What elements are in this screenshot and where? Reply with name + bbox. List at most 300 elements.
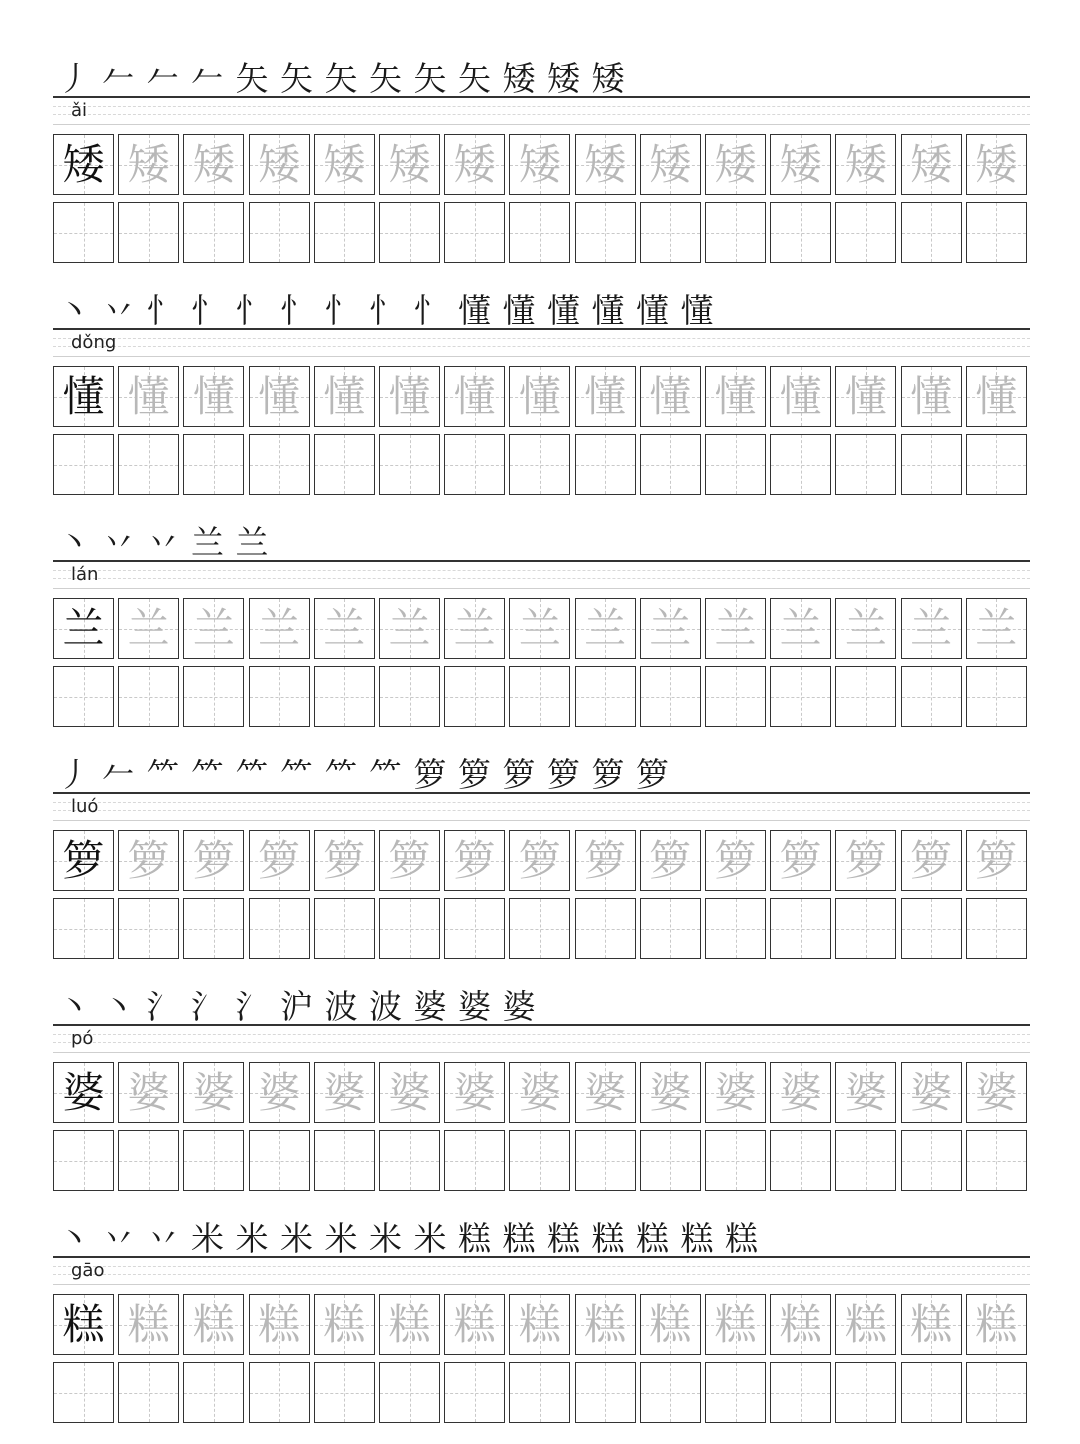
trace-cell — [118, 366, 179, 427]
pinyin-label: luó — [71, 796, 99, 817]
model-character: 婆 — [62, 1068, 105, 1117]
trace-character: 婆 — [779, 1068, 822, 1117]
trace-cell — [118, 134, 179, 195]
trace-cell — [705, 598, 766, 659]
model-cell — [53, 134, 114, 195]
trace-cell — [901, 598, 962, 659]
trace-cell — [770, 134, 831, 195]
writing-cell[interactable] — [183, 1130, 244, 1191]
trace-cell — [770, 1294, 831, 1355]
blank-row — [53, 1362, 1030, 1425]
trace-cell — [640, 1294, 701, 1355]
trace-character: 兰 — [584, 604, 627, 653]
trace-row — [53, 598, 1030, 661]
writing-cell[interactable] — [770, 1130, 831, 1191]
trace-character: 懂 — [192, 372, 235, 421]
writing-cell[interactable] — [379, 434, 440, 495]
trace-cell — [249, 598, 310, 659]
stroke-glyph: 𠂉 — [102, 59, 135, 98]
stroke-glyph: 箩 — [547, 755, 580, 794]
writing-cell[interactable] — [575, 202, 636, 263]
trace-character: 糕 — [649, 1300, 692, 1349]
pinyin-band — [53, 560, 1030, 589]
model-cell — [53, 598, 114, 659]
stroke-glyph: 忄 — [235, 291, 269, 330]
trace-cell — [770, 830, 831, 891]
trace-character: 矮 — [258, 140, 301, 189]
trace-cell — [509, 134, 570, 195]
trace-cell — [379, 598, 440, 659]
writing-cell[interactable] — [314, 202, 375, 263]
writing-cell[interactable] — [183, 1362, 244, 1423]
stroke-glyph: ⺮ — [280, 755, 313, 794]
trace-character: 箩 — [192, 836, 235, 885]
stroke-glyph: 氵 — [146, 987, 180, 1026]
stroke-glyph: 忄 — [324, 291, 358, 330]
trace-character: 婆 — [127, 1068, 170, 1117]
character-block — [0, 52, 1080, 284]
stroke-glyph: 兰 — [191, 523, 224, 562]
trace-cell — [640, 598, 701, 659]
writing-cell[interactable] — [53, 1362, 114, 1423]
trace-character: 婆 — [649, 1068, 692, 1117]
pinyin-label: pó — [71, 1028, 94, 1049]
stroke-glyph: 婆 — [413, 987, 447, 1026]
stroke-glyph: 忄 — [191, 291, 224, 330]
trace-cell — [509, 366, 570, 427]
stroke-glyph: 氵 — [191, 987, 224, 1026]
writing-cell[interactable] — [53, 666, 114, 727]
writing-cell[interactable] — [509, 1130, 570, 1191]
trace-cell — [770, 366, 831, 427]
stroke-glyph: 丶 — [57, 1219, 91, 1258]
writing-cell[interactable] — [379, 1362, 440, 1423]
writing-cell[interactable] — [770, 434, 831, 495]
model-cell — [53, 366, 114, 427]
writing-cell[interactable] — [966, 1362, 1027, 1423]
writing-cell[interactable] — [444, 898, 505, 959]
stroke-glyph: 米 — [324, 1219, 358, 1258]
writing-cell[interactable] — [183, 666, 244, 727]
trace-character: 兰 — [127, 604, 170, 653]
trace-character: 糕 — [453, 1300, 496, 1349]
stroke-glyph: 兰 — [235, 523, 269, 562]
writing-cell[interactable] — [249, 898, 310, 959]
trace-cell — [183, 366, 244, 427]
writing-cell[interactable] — [705, 666, 766, 727]
writing-cell[interactable] — [379, 1130, 440, 1191]
trace-character: 兰 — [844, 604, 887, 653]
writing-cell[interactable] — [835, 202, 896, 263]
stroke-glyph: 丶 — [57, 987, 91, 1026]
stroke-glyph: 矢 — [458, 59, 491, 98]
trace-character: 糕 — [258, 1300, 301, 1349]
writing-cell[interactable] — [705, 1362, 766, 1423]
writing-cell[interactable] — [770, 202, 831, 263]
writing-cell[interactable] — [509, 202, 570, 263]
writing-cell[interactable] — [53, 1130, 114, 1191]
stroke-glyph: 丷 — [102, 1219, 135, 1258]
stroke-glyph: 忄 — [369, 291, 402, 330]
stroke-glyph: 米 — [369, 1219, 402, 1258]
trace-character: 婆 — [453, 1068, 496, 1117]
trace-cell — [118, 830, 179, 891]
trace-character: 矮 — [518, 140, 561, 189]
trace-character: 婆 — [323, 1068, 366, 1117]
trace-cell — [183, 830, 244, 891]
stroke-glyph: 懂 — [547, 291, 580, 330]
trace-character: 矮 — [584, 140, 627, 189]
pinyin-band — [53, 1256, 1030, 1285]
trace-character: 婆 — [844, 1068, 887, 1117]
stroke-glyph: 婆 — [458, 987, 491, 1026]
writing-cell[interactable] — [509, 898, 570, 959]
trace-cell — [640, 134, 701, 195]
stroke-glyph: 矢 — [324, 59, 358, 98]
trace-cell — [966, 134, 1027, 195]
trace-cell — [640, 366, 701, 427]
writing-cell[interactable] — [53, 434, 114, 495]
writing-cell[interactable] — [901, 666, 962, 727]
writing-cell[interactable] — [118, 202, 179, 263]
trace-character: 箩 — [649, 836, 692, 885]
trace-cell — [966, 598, 1027, 659]
stroke-glyph: 懂 — [458, 291, 491, 330]
writing-cell[interactable] — [183, 898, 244, 959]
writing-cell[interactable] — [509, 1362, 570, 1423]
trace-cell — [640, 1062, 701, 1123]
pinyin-label: dǒng — [71, 332, 117, 353]
model-character: 兰 — [62, 604, 105, 653]
writing-cell[interactable] — [118, 1130, 179, 1191]
trace-character: 兰 — [388, 604, 431, 653]
trace-cell — [444, 134, 505, 195]
writing-cell[interactable] — [705, 898, 766, 959]
writing-cell[interactable] — [770, 666, 831, 727]
writing-cell[interactable] — [379, 202, 440, 263]
trace-cell — [249, 830, 310, 891]
model-cell — [53, 1294, 114, 1355]
writing-cell[interactable] — [249, 202, 310, 263]
writing-cell[interactable] — [444, 1130, 505, 1191]
writing-cell[interactable] — [118, 666, 179, 727]
writing-cell[interactable] — [444, 666, 505, 727]
trace-character: 兰 — [192, 604, 235, 653]
writing-cell[interactable] — [705, 202, 766, 263]
writing-cell[interactable] — [575, 434, 636, 495]
stroke-glyph: 丶 — [57, 291, 91, 330]
character-block — [0, 1212, 1080, 1444]
trace-cell — [444, 1062, 505, 1123]
trace-cell — [118, 1062, 179, 1123]
stroke-glyph: ⺮ — [235, 755, 269, 794]
trace-character: 懂 — [844, 372, 887, 421]
pinyin-band — [53, 96, 1030, 125]
trace-character: 箩 — [453, 836, 496, 885]
trace-character: 婆 — [388, 1068, 431, 1117]
trace-row — [53, 134, 1030, 197]
writing-cell[interactable] — [379, 898, 440, 959]
writing-cell[interactable] — [966, 898, 1027, 959]
trace-cell — [118, 1294, 179, 1355]
trace-character: 兰 — [779, 604, 822, 653]
writing-cell[interactable] — [835, 898, 896, 959]
trace-cell — [770, 598, 831, 659]
stroke-glyph: ⺮ — [146, 755, 180, 794]
trace-character: 婆 — [584, 1068, 627, 1117]
character-block — [0, 980, 1080, 1212]
trace-character: 懂 — [584, 372, 627, 421]
trace-cell — [575, 366, 636, 427]
stroke-glyph: 糕 — [680, 1219, 714, 1258]
stroke-glyph: 矮 — [502, 59, 536, 98]
trace-character: 婆 — [975, 1068, 1018, 1117]
stroke-glyph: 丷 — [146, 1219, 180, 1258]
stroke-glyph: 米 — [191, 1219, 224, 1258]
trace-character: 糕 — [323, 1300, 366, 1349]
stroke-glyph: 丷 — [102, 291, 135, 330]
trace-character: 懂 — [910, 372, 953, 421]
writing-cell[interactable] — [901, 898, 962, 959]
trace-cell — [379, 134, 440, 195]
trace-cell — [575, 134, 636, 195]
trace-cell — [118, 598, 179, 659]
stroke-glyph: 箩 — [591, 755, 625, 794]
writing-cell[interactable] — [901, 1362, 962, 1423]
trace-character: 箩 — [518, 836, 561, 885]
trace-character: 矮 — [779, 140, 822, 189]
writing-cell[interactable] — [835, 1362, 896, 1423]
trace-cell — [314, 1294, 375, 1355]
trace-cell — [705, 366, 766, 427]
trace-cell — [705, 830, 766, 891]
trace-cell — [444, 598, 505, 659]
trace-character: 婆 — [518, 1068, 561, 1117]
blank-row — [53, 898, 1030, 961]
trace-cell — [509, 1062, 570, 1123]
trace-row — [53, 366, 1030, 429]
stroke-glyph: 懂 — [591, 291, 625, 330]
stroke-glyph: ⺮ — [191, 755, 224, 794]
trace-cell — [509, 598, 570, 659]
trace-cell — [901, 1062, 962, 1123]
trace-character: 懂 — [258, 372, 301, 421]
blank-row — [53, 666, 1030, 729]
writing-cell[interactable] — [575, 898, 636, 959]
trace-character: 箩 — [910, 836, 953, 885]
stroke-glyph: 忄 — [413, 291, 447, 330]
trace-character: 糕 — [192, 1300, 235, 1349]
trace-cell — [444, 1294, 505, 1355]
trace-character: 矮 — [844, 140, 887, 189]
writing-cell[interactable] — [966, 666, 1027, 727]
trace-cell — [314, 1062, 375, 1123]
model-character: 糕 — [62, 1300, 105, 1349]
writing-cell[interactable] — [640, 202, 701, 263]
trace-cell — [249, 366, 310, 427]
trace-character: 婆 — [714, 1068, 757, 1117]
trace-cell — [575, 1294, 636, 1355]
trace-cell — [314, 830, 375, 891]
writing-cell[interactable] — [770, 1362, 831, 1423]
stroke-glyph: 米 — [413, 1219, 447, 1258]
model-character: 箩 — [62, 836, 105, 885]
trace-character: 兰 — [453, 604, 496, 653]
stroke-glyph: 丶 — [57, 523, 91, 562]
character-block — [0, 516, 1080, 748]
trace-character: 糕 — [910, 1300, 953, 1349]
writing-cell[interactable] — [901, 1130, 962, 1191]
trace-cell — [901, 1294, 962, 1355]
writing-cell[interactable] — [835, 666, 896, 727]
writing-cell[interactable] — [705, 434, 766, 495]
model-cell — [53, 830, 114, 891]
trace-character: 兰 — [975, 604, 1018, 653]
writing-cell[interactable] — [901, 202, 962, 263]
trace-character: 懂 — [714, 372, 757, 421]
trace-cell — [314, 366, 375, 427]
trace-character: 糕 — [714, 1300, 757, 1349]
trace-cell — [901, 366, 962, 427]
writing-cell[interactable] — [118, 1362, 179, 1423]
writing-cell[interactable] — [640, 434, 701, 495]
trace-character: 箩 — [258, 836, 301, 885]
stroke-glyph: 糕 — [547, 1219, 580, 1258]
writing-cell[interactable] — [901, 434, 962, 495]
writing-cell[interactable] — [835, 1130, 896, 1191]
stroke-glyph: 矢 — [413, 59, 447, 98]
trace-character: 懂 — [779, 372, 822, 421]
stroke-glyph: 丷 — [146, 523, 180, 562]
stroke-glyph: 矢 — [235, 59, 269, 98]
trace-character: 懂 — [649, 372, 692, 421]
trace-cell — [835, 134, 896, 195]
trace-character: 箩 — [127, 836, 170, 885]
writing-cell[interactable] — [314, 666, 375, 727]
trace-character: 糕 — [127, 1300, 170, 1349]
trace-character: 兰 — [649, 604, 692, 653]
writing-cell[interactable] — [249, 434, 310, 495]
writing-cell[interactable] — [966, 434, 1027, 495]
trace-cell — [379, 1062, 440, 1123]
stroke-glyph: 丶 — [102, 987, 135, 1026]
trace-cell — [249, 1294, 310, 1355]
writing-cell[interactable] — [966, 202, 1027, 263]
trace-cell — [509, 830, 570, 891]
writing-cell[interactable] — [314, 434, 375, 495]
writing-cell[interactable] — [444, 1362, 505, 1423]
trace-character: 矮 — [714, 140, 757, 189]
trace-cell — [966, 366, 1027, 427]
trace-character: 糕 — [975, 1300, 1018, 1349]
stroke-glyph: 懂 — [636, 291, 669, 330]
writing-cell[interactable] — [314, 1362, 375, 1423]
writing-cell[interactable] — [118, 898, 179, 959]
writing-cell[interactable] — [640, 666, 701, 727]
trace-cell — [770, 1062, 831, 1123]
writing-cell[interactable] — [640, 1130, 701, 1191]
trace-character: 糕 — [779, 1300, 822, 1349]
trace-character: 兰 — [714, 604, 757, 653]
trace-cell — [835, 598, 896, 659]
trace-row — [53, 830, 1030, 893]
writing-cell[interactable] — [966, 1130, 1027, 1191]
trace-character: 箩 — [779, 836, 822, 885]
trace-cell — [249, 1062, 310, 1123]
writing-cell[interactable] — [640, 1362, 701, 1423]
trace-character: 箩 — [584, 836, 627, 885]
writing-cell[interactable] — [444, 202, 505, 263]
writing-cell[interactable] — [640, 898, 701, 959]
character-block — [0, 748, 1080, 980]
trace-cell — [183, 134, 244, 195]
writing-cell[interactable] — [575, 1362, 636, 1423]
writing-cell[interactable] — [509, 666, 570, 727]
trace-character: 糕 — [844, 1300, 887, 1349]
trace-cell — [835, 366, 896, 427]
trace-character: 兰 — [258, 604, 301, 653]
trace-character: 懂 — [127, 372, 170, 421]
stroke-glyph: 糕 — [502, 1219, 536, 1258]
blank-row — [53, 1130, 1030, 1193]
writing-cell[interactable] — [314, 898, 375, 959]
writing-cell[interactable] — [249, 1362, 310, 1423]
model-cell — [53, 1062, 114, 1123]
writing-cell[interactable] — [379, 666, 440, 727]
trace-cell — [705, 1294, 766, 1355]
writing-cell[interactable] — [705, 1130, 766, 1191]
trace-character: 兰 — [323, 604, 366, 653]
writing-cell[interactable] — [118, 434, 179, 495]
writing-cell[interactable] — [183, 202, 244, 263]
stroke-glyph: 矮 — [547, 59, 580, 98]
model-character: 矮 — [62, 140, 105, 189]
trace-character: 矮 — [975, 140, 1018, 189]
writing-cell[interactable] — [249, 1130, 310, 1191]
stroke-glyph: 糕 — [591, 1219, 625, 1258]
trace-character: 矮 — [192, 140, 235, 189]
trace-cell — [509, 1294, 570, 1355]
writing-cell[interactable] — [770, 898, 831, 959]
trace-cell — [379, 830, 440, 891]
writing-cell[interactable] — [575, 666, 636, 727]
trace-cell — [444, 366, 505, 427]
writing-cell[interactable] — [249, 666, 310, 727]
writing-cell[interactable] — [835, 434, 896, 495]
stroke-glyph: 氵 — [235, 987, 269, 1026]
trace-character: 糕 — [388, 1300, 431, 1349]
trace-character: 矮 — [910, 140, 953, 189]
writing-cell[interactable] — [53, 202, 114, 263]
writing-cell[interactable] — [575, 1130, 636, 1191]
stroke-glyph: 丿 — [57, 59, 91, 98]
writing-cell[interactable] — [53, 898, 114, 959]
writing-cell[interactable] — [183, 434, 244, 495]
stroke-glyph: 箩 — [458, 755, 491, 794]
trace-character: 婆 — [258, 1068, 301, 1117]
stroke-glyph: 箩 — [636, 755, 669, 794]
writing-cell[interactable] — [509, 434, 570, 495]
stroke-glyph: 丷 — [102, 523, 135, 562]
stroke-glyph: 懂 — [502, 291, 536, 330]
trace-character: 箩 — [714, 836, 757, 885]
pinyin-label: ǎi — [71, 100, 88, 121]
writing-cell[interactable] — [444, 434, 505, 495]
trace-character: 矮 — [323, 140, 366, 189]
writing-cell[interactable] — [314, 1130, 375, 1191]
trace-cell — [835, 830, 896, 891]
character-block — [0, 284, 1080, 516]
